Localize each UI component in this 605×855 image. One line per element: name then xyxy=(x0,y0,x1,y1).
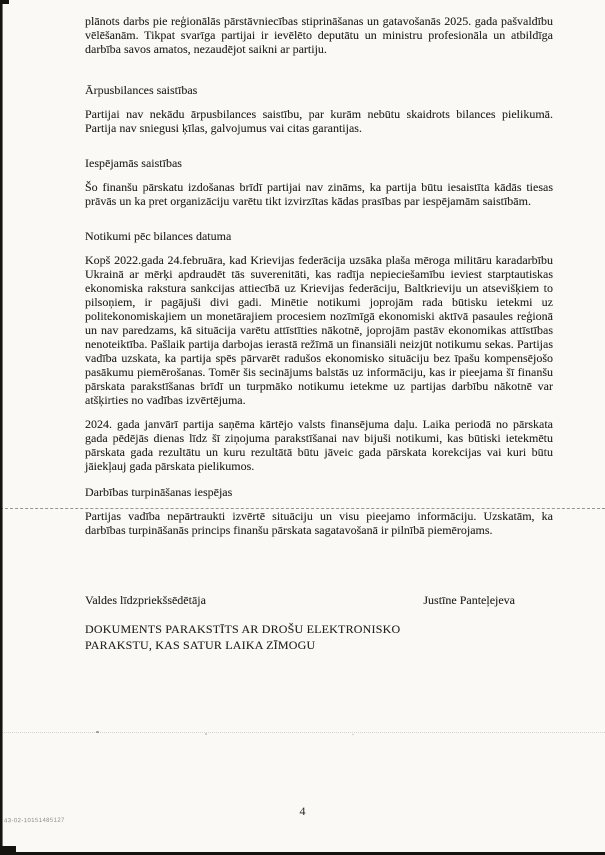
scan-speck xyxy=(352,734,354,735)
scan-speck xyxy=(205,733,207,735)
heading-contingent-liabilities: Iespējamās saistības xyxy=(85,156,182,170)
esign-statement: DOKUMENTS PARAKSTĪTS AR DROŠU ELEKTRONISKO PARAKSTU, KAS SATUR LAIKA ZĪMOGU xyxy=(85,622,401,652)
paragraph-regional-plans: plānots darbs pie reģionālās pārstāvniecības stiprināšanas un gatavošanās 2025. gada pašvaldību vēlēšanām. Tikpat svarīga partijai ir ievēlēto deputātu un ministru profesionāla un atbildīga darbība savos amatos, nezaudējot saikni ar partiju. xyxy=(85,14,553,56)
scan-artifact-dashed-line xyxy=(0,508,605,509)
heading-off-balance-liabilities: Ārpusbilances saistības xyxy=(85,83,198,97)
document-body xyxy=(85,14,553,653)
paragraph-state-funding: 2024. gada janvārī partija saņēma kārtējo valsts finansējuma daļu. Laika periodā no pārskata gada pēdējās dienas līdz šī ziņojuma parakstīšanai nav bijuši notikumi, kas būtiski ietekmētu pārskata gada rezultātu un kuru rezultātā būtu jāveic gada pārskata korekcijas vai kuri būtu jāiekļauj gada pārskata pielikumos. xyxy=(85,417,553,473)
scan-corner-bottom-left xyxy=(0,846,16,855)
scan-speck xyxy=(96,731,99,733)
heading-events-after-balance-date: Notikumi pēc bilances datuma xyxy=(85,229,232,243)
paragraph-going-concern: Partijas vadība nepārtraukti izvērtē situāciju un visu pieejamo informāciju. Uzskatām, ka darbības turpināšanās princips finanšu pārskata sagatavošanā ir pilnībā piemērojams. xyxy=(85,509,553,537)
scan-corner-top-left xyxy=(0,0,9,4)
scan-artifact-faint-line xyxy=(0,732,605,733)
heading-going-concern: Darbības turpināšanas iespējas xyxy=(85,485,233,499)
scan-code: 43-02-10151485127 xyxy=(3,817,65,825)
page-number: 4 xyxy=(299,804,306,818)
signature-role: Valdes līdzpriekšsēdētāja xyxy=(85,593,206,607)
signature-row xyxy=(85,593,553,607)
paragraph-off-balance-liabilities: Partijai nav nekādu ārpusbilances saistību, par kurām nebūtu skaidrots bilances pielikumā. Partija nav sniegusi ķīlas, galvojumus vai citas garantijas. xyxy=(85,107,553,135)
paragraph-contingent-liabilities: Šo finanšu pārskatu izdošanas brīdī partijai nav zināms, ka partija būtu iesaistīta kādās tiesas prāvās un ka pret organizāciju varētu tikt izvirzītas kādas prasības par iespējamām saistībām. xyxy=(85,180,553,208)
paragraph-war-impact: Kopš 2022.gada 24.februāra, kad Krievijas federācija uzsāka plaša mēroga militāru karadarbību Ukrainā ar mērķi apdraudēt tās suverenitāti, kas radīja nepieciešamību ieviest starptautiskas ekonomiska rakstura sankcijas attiecībā uz Krievijas federāciju, Baltkrieviju un atsevišķiem to pilsoņiem, ir pagājuši divi gadi. Minētie notikumi joprojām rada būtisku ietekmi uz politekonomiskajiem un monetārajiem procesiem nozīmīgā ekonomiski aktīvā pasaules reģionā un nav paredzams, kā situācija varētu attīstīties nākotnē, joprojām pastāv ekonomikas attīstības nenoteiktība. Pašlaik partija darbojas ierastā režīmā un finansiāli neizjūt notikumu sekas. Partijas vadība uzskata, ka partija spēs pārvarēt radušos ekonomisko situāciju bez īpašu kompensējošo pasākumu piemērošanas. Tomēr šis secinājums balstās uz informāciju, kas ir pieejama šī finanšu pārskata parakstīšanas brīdī un turpmāko notikumu ietekme uz partijas darbību nākotnē var atšķirties no vadības izvērtējuma. xyxy=(85,253,553,407)
signature-name: Justīne Panteļejeva xyxy=(423,593,515,607)
scan-edge-left xyxy=(0,0,3,855)
